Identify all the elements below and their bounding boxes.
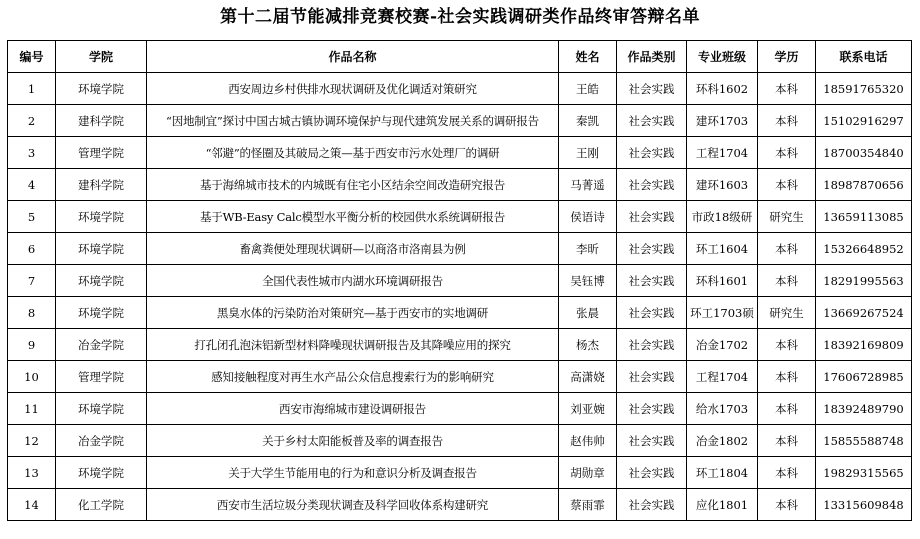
cell-number: 10 bbox=[8, 361, 56, 393]
header-number: 编号 bbox=[8, 41, 56, 73]
cell-student-name: 王刚 bbox=[559, 137, 617, 169]
cell-work-name: “因地制宜”探讨中国古城古镇协调环境保护与现代建筑发展关系的调研报告 bbox=[147, 105, 559, 137]
cell-number: 8 bbox=[8, 297, 56, 329]
table-row bbox=[8, 329, 912, 361]
table-row bbox=[8, 73, 912, 105]
cell-number: 5 bbox=[8, 201, 56, 233]
cell-college: 环境学院 bbox=[56, 233, 147, 265]
cell-student-name: 王皓 bbox=[559, 73, 617, 105]
cell-college: 冶金学院 bbox=[56, 425, 147, 457]
cell-class: 环工1703硕 bbox=[687, 297, 758, 329]
cell-student-name: 胡勋章 bbox=[559, 457, 617, 489]
cell-number: 3 bbox=[8, 137, 56, 169]
cell-student-name: 高潇娆 bbox=[559, 361, 617, 393]
header-class: 专业班级 bbox=[687, 41, 758, 73]
header-work-name: 作品名称 bbox=[147, 41, 559, 73]
cell-college: 化工学院 bbox=[56, 489, 147, 521]
cell-class: 应化1801 bbox=[687, 489, 758, 521]
cell-work-name: 黑臭水体的污染防治对策研究—基于西安市的实地调研 bbox=[147, 297, 559, 329]
table-row bbox=[8, 393, 912, 425]
cell-work-name: 基于WB-Easy Calc模型水平衡分析的校园供水系统调研报告 bbox=[147, 201, 559, 233]
table-row bbox=[8, 265, 912, 297]
cell-college: 环境学院 bbox=[56, 297, 147, 329]
cell-student-name: 侯语诗 bbox=[559, 201, 617, 233]
cell-class: 建环1703 bbox=[687, 105, 758, 137]
cell-work-name: 西安市生活垃圾分类现状调查及科学回收体系构建研究 bbox=[147, 489, 559, 521]
table-row bbox=[8, 169, 912, 201]
cell-phone: 18700354840 bbox=[816, 137, 912, 169]
cell-number: 11 bbox=[8, 393, 56, 425]
cell-phone: 19829315565 bbox=[816, 457, 912, 489]
cell-category: 社会实践 bbox=[617, 201, 687, 233]
cell-college: 冶金学院 bbox=[56, 329, 147, 361]
cell-category: 社会实践 bbox=[617, 297, 687, 329]
cell-degree: 本科 bbox=[758, 361, 816, 393]
cell-class: 建环1603 bbox=[687, 169, 758, 201]
cell-degree: 本科 bbox=[758, 489, 816, 521]
cell-phone: 13669267524 bbox=[816, 297, 912, 329]
cell-degree: 研究生 bbox=[758, 201, 816, 233]
cell-number: 1 bbox=[8, 73, 56, 105]
cell-student-name: 秦凯 bbox=[559, 105, 617, 137]
table-row bbox=[8, 137, 912, 169]
table-row bbox=[8, 457, 912, 489]
table-header-row bbox=[8, 41, 912, 73]
cell-degree: 本科 bbox=[758, 457, 816, 489]
header-college: 学院 bbox=[56, 41, 147, 73]
cell-work-name: 西安周边乡村供排水现状调研及优化调适对策研究 bbox=[147, 73, 559, 105]
cell-student-name: 赵伟帅 bbox=[559, 425, 617, 457]
cell-number: 14 bbox=[8, 489, 56, 521]
cell-student-name: 李昕 bbox=[559, 233, 617, 265]
cell-class: 冶金1802 bbox=[687, 425, 758, 457]
table-row bbox=[8, 425, 912, 457]
cell-category: 社会实践 bbox=[617, 73, 687, 105]
finalist-table bbox=[7, 40, 912, 521]
cell-student-name: 杨杰 bbox=[559, 329, 617, 361]
cell-work-name: 西安市海绵城市建设调研报告 bbox=[147, 393, 559, 425]
document-title: 第十二届节能减排竞赛校赛-社会实践调研类作品终审答辩名单 bbox=[219, 7, 701, 27]
cell-class: 市政18级研 bbox=[687, 201, 758, 233]
cell-college: 环境学院 bbox=[56, 73, 147, 105]
cell-college: 环境学院 bbox=[56, 457, 147, 489]
header-degree: 学历 bbox=[758, 41, 816, 73]
cell-category: 社会实践 bbox=[617, 233, 687, 265]
cell-phone: 18392169809 bbox=[816, 329, 912, 361]
cell-student-name: 吴钰博 bbox=[559, 265, 617, 297]
header-student-name: 姓名 bbox=[559, 41, 617, 73]
cell-work-name: 全国代表性城市内湖水环境调研报告 bbox=[147, 265, 559, 297]
cell-phone: 17606728985 bbox=[816, 361, 912, 393]
cell-class: 冶金1702 bbox=[687, 329, 758, 361]
cell-class: 环工1804 bbox=[687, 457, 758, 489]
cell-college: 建科学院 bbox=[56, 169, 147, 201]
cell-student-name: 蔡雨霏 bbox=[559, 489, 617, 521]
cell-student-name: 刘亚婉 bbox=[559, 393, 617, 425]
cell-work-name: 打孔闭孔泡沫铝新型材料降噪现状调研报告及其降噪应用的探究 bbox=[147, 329, 559, 361]
cell-phone: 15326648952 bbox=[816, 233, 912, 265]
cell-work-name: 畜禽粪便处理现状调研—以商洛市洛南县为例 bbox=[147, 233, 559, 265]
cell-student-name: 张晨 bbox=[559, 297, 617, 329]
cell-category: 社会实践 bbox=[617, 489, 687, 521]
cell-student-name: 马菁遥 bbox=[559, 169, 617, 201]
cell-degree: 本科 bbox=[758, 393, 816, 425]
cell-degree: 本科 bbox=[758, 169, 816, 201]
cell-degree: 本科 bbox=[758, 73, 816, 105]
cell-work-name: 基于海绵城市技术的内城既有住宅小区结余空间改造研究报告 bbox=[147, 169, 559, 201]
cell-category: 社会实践 bbox=[617, 425, 687, 457]
cell-number: 13 bbox=[8, 457, 56, 489]
cell-work-name: 关于大学生节能用电的行为和意识分析及调查报告 bbox=[147, 457, 559, 489]
cell-work-name: “邻避”的怪圈及其破局之策—基于西安市污水处理厂的调研 bbox=[147, 137, 559, 169]
header-category: 作品类别 bbox=[617, 41, 687, 73]
cell-number: 12 bbox=[8, 425, 56, 457]
cell-phone: 13315609848 bbox=[816, 489, 912, 521]
table-row bbox=[8, 201, 912, 233]
cell-college: 环境学院 bbox=[56, 265, 147, 297]
cell-degree: 研究生 bbox=[758, 297, 816, 329]
cell-college: 环境学院 bbox=[56, 393, 147, 425]
cell-category: 社会实践 bbox=[617, 169, 687, 201]
table-row bbox=[8, 361, 912, 393]
cell-class: 环科1601 bbox=[687, 265, 758, 297]
cell-category: 社会实践 bbox=[617, 457, 687, 489]
cell-phone: 13659113085 bbox=[816, 201, 912, 233]
cell-number: 6 bbox=[8, 233, 56, 265]
table-row bbox=[8, 297, 912, 329]
cell-college: 环境学院 bbox=[56, 201, 147, 233]
cell-phone: 15855588748 bbox=[816, 425, 912, 457]
table-row bbox=[8, 105, 912, 137]
table-body bbox=[8, 73, 912, 521]
cell-degree: 本科 bbox=[758, 137, 816, 169]
cell-number: 7 bbox=[8, 265, 56, 297]
cell-phone: 18392489790 bbox=[816, 393, 912, 425]
cell-college: 管理学院 bbox=[56, 361, 147, 393]
cell-number: 9 bbox=[8, 329, 56, 361]
cell-college: 建科学院 bbox=[56, 105, 147, 137]
cell-work-name: 感知接触程度对再生水产品公众信息搜索行为的影响研究 bbox=[147, 361, 559, 393]
cell-degree: 本科 bbox=[758, 105, 816, 137]
cell-category: 社会实践 bbox=[617, 329, 687, 361]
cell-phone: 18291995563 bbox=[816, 265, 912, 297]
cell-category: 社会实践 bbox=[617, 137, 687, 169]
cell-phone: 18591765320 bbox=[816, 73, 912, 105]
table-row bbox=[8, 233, 912, 265]
cell-phone: 15102916297 bbox=[816, 105, 912, 137]
header-phone: 联系电话 bbox=[816, 41, 912, 73]
cell-class: 环科1602 bbox=[687, 73, 758, 105]
cell-class: 工程1704 bbox=[687, 137, 758, 169]
cell-class: 工程1704 bbox=[687, 361, 758, 393]
cell-degree: 本科 bbox=[758, 233, 816, 265]
cell-phone: 18987870656 bbox=[816, 169, 912, 201]
cell-category: 社会实践 bbox=[617, 361, 687, 393]
cell-category: 社会实践 bbox=[617, 105, 687, 137]
cell-class: 给水1703 bbox=[687, 393, 758, 425]
cell-category: 社会实践 bbox=[617, 393, 687, 425]
cell-number: 4 bbox=[8, 169, 56, 201]
cell-category: 社会实践 bbox=[617, 265, 687, 297]
table-row bbox=[8, 489, 912, 521]
cell-degree: 本科 bbox=[758, 425, 816, 457]
cell-college: 管理学院 bbox=[56, 137, 147, 169]
cell-number: 2 bbox=[8, 105, 56, 137]
cell-class: 环工1604 bbox=[687, 233, 758, 265]
cell-degree: 本科 bbox=[758, 329, 816, 361]
cell-degree: 本科 bbox=[758, 265, 816, 297]
cell-work-name: 关于乡村太阳能板普及率的调查报告 bbox=[147, 425, 559, 457]
